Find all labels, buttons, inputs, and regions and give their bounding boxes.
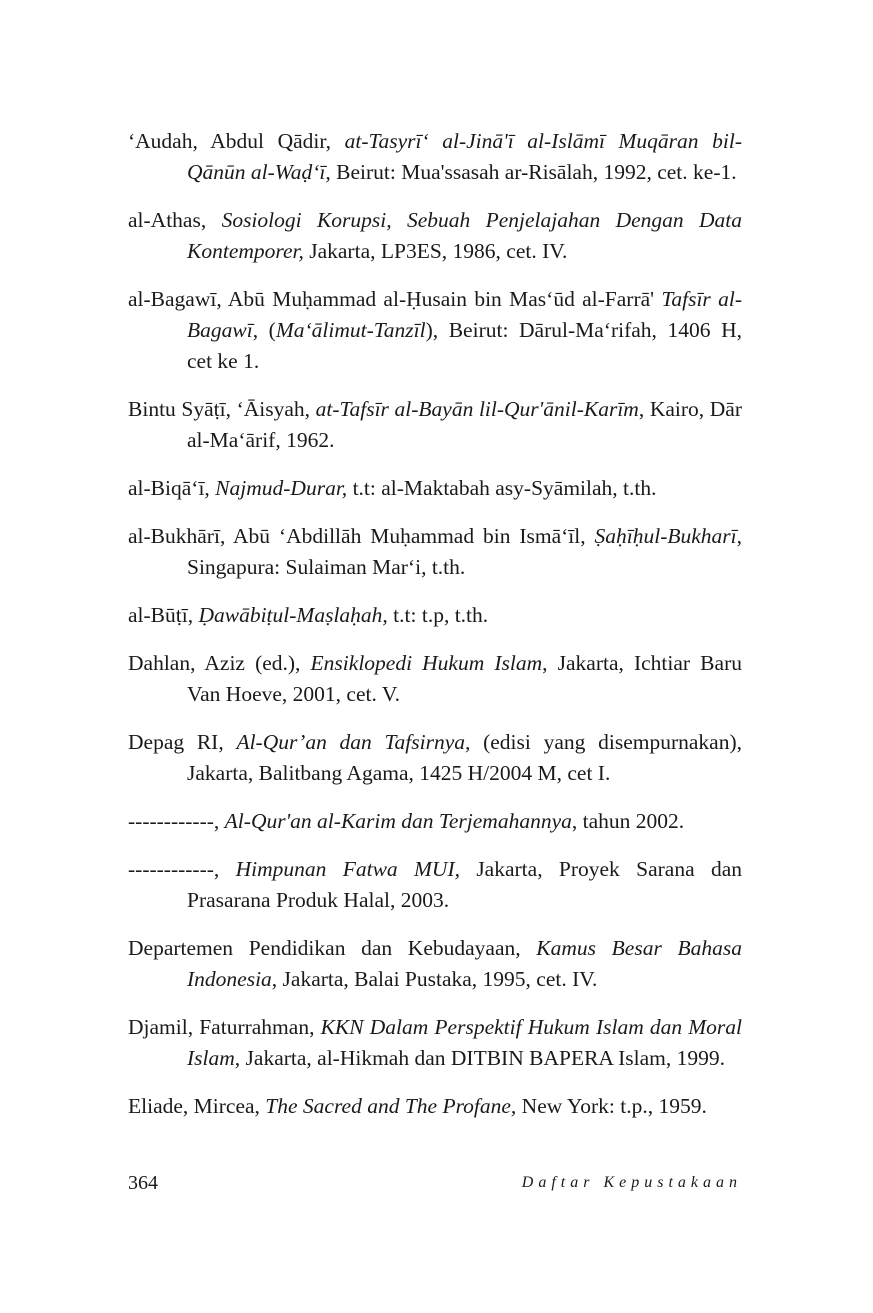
bibliography-entry: ------------, Himpunan Fatwa MUI, Jakarta, Proyek Sarana dan Prasarana Produk Halal, 2003. — [128, 857, 742, 912]
bibliography-list — [128, 126, 742, 1139]
bibliography-entry: al-Būṭī, Ḍawābiṭul-Maṣlaḥah, t.t: t.p, t.th. — [128, 603, 489, 627]
running-title: Daftar Kepustakaan — [521, 1174, 742, 1191]
bibliography-entry: Depag RI, Al-Qur’an dan Tafsirnya, (edisi yang disempurnakan), Jakarta, Balitbang Agama, 1425 H/2004 M, cet I. — [128, 730, 742, 785]
page-footer — [128, 1172, 742, 1202]
bibliography-entry: al-Bagawī, Abū Muḥammad al-Ḥusain bin Mas‘ūd al-Farrā' Tafsīr al-Bagawī, (Ma‘ālimut-Tanzīl), Beirut: Dārul-Ma‘rifah, 1406 H, cet ke 1. — [128, 287, 742, 373]
bibliography-entry: al-Athas, Sosiologi Korupsi, Sebuah Penjelajahan Dengan Data Kontemporer, Jakarta, LP3ES, 1986, cet. IV. — [128, 208, 742, 263]
bibliography-entry: ‘Audah, Abdul Qādir, at-Tasyrī‘ al-Jinā'ī al-Islāmī Muqāran bil-Qānūn al-Waḍ‘ī, Beirut: Mua'ssasah ar-Risālah, 1992, cet. ke-1. — [128, 129, 742, 184]
bibliography-entry: Dahlan, Aziz (ed.), Ensiklopedi Hukum Islam, Jakarta, Ichtiar Baru Van Hoeve, 2001, cet. V. — [128, 651, 742, 706]
bibliography-entry: Eliade, Mircea, The Sacred and The Profane, New York: t.p., 1959. — [128, 1094, 707, 1118]
bibliography-entry: ------------, Al-Qur'an al-Karim dan Terjemahannya, tahun 2002. — [128, 809, 685, 833]
bibliography-entry: al-Bukhārī, Abū ‘Abdillāh Muḥammad bin Ismā‘īl, Ṣaḥīḥul-Bukharī, Singapura: Sulaiman Mar‘i, t.th. — [128, 524, 742, 579]
bibliography-entry: al-Biqā‘ī, Najmud-Durar, t.t: al-Maktabah asy-Syāmilah, t.th. — [128, 476, 657, 500]
bibliography-entry: Djamil, Faturrahman, KKN Dalam Perspektif Hukum Islam dan Moral Islam, Jakarta, al-Hikmah dan DITBIN BAPERA Islam, 1999. — [128, 1015, 742, 1070]
page-number: 364 — [128, 1172, 158, 1194]
bibliography-entry: Bintu Syāṭī, ‘Āisyah, at-Tafsīr al-Bayān lil-Qur'ānil-Karīm, Kairo, Dār al-Ma‘ārif, 1962. — [128, 397, 742, 452]
bibliography-entry: Departemen Pendidikan dan Kebudayaan, Kamus Besar Bahasa Indonesia, Jakarta, Balai Pustaka, 1995, cet. IV. — [128, 936, 742, 991]
